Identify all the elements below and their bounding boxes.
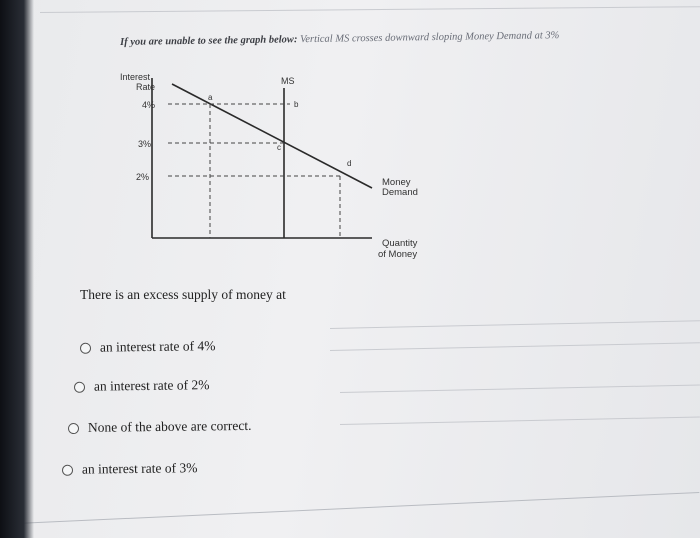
- point-b-label: b: [294, 100, 299, 109]
- option-3pct[interactable]: [62, 460, 198, 478]
- option-label: an interest rate of 3%: [81, 460, 198, 477]
- instruction-rest: Vertical MS crosses downward sloping Money Demand at 3%: [299, 30, 560, 46]
- question-text: There is an excess supply of money at: [80, 287, 286, 302]
- money-demand-curve: [172, 84, 372, 188]
- radio-button[interactable]: [74, 381, 85, 392]
- option-label: None of the above are correct.: [87, 417, 252, 435]
- x-axis-label: [378, 238, 420, 260]
- radio-button[interactable]: [62, 464, 73, 475]
- tick-label-4pct: 4%: [142, 100, 156, 110]
- money-demand-label: [382, 177, 418, 198]
- x-axis-label-line1: Quantity: [382, 238, 418, 249]
- y-axis-label-line1: Interest: [120, 72, 151, 82]
- y-axis-label-line2: Rate: [136, 82, 156, 92]
- point-d-label: d: [347, 159, 352, 168]
- money-demand-label-line1: Money: [382, 177, 411, 188]
- option-label: an interest rate of 2%: [93, 377, 210, 394]
- point-c-label: c: [277, 143, 281, 152]
- point-a-label: a: [208, 93, 213, 102]
- money-demand-label-line2: Demand: [382, 187, 418, 198]
- tick-label-2pct: 2%: [136, 172, 150, 182]
- x-axis-label-line2: of Money: [378, 249, 418, 260]
- option-2pct[interactable]: [74, 377, 210, 395]
- option-4pct[interactable]: [80, 338, 216, 356]
- tick-label-3pct: 3%: [138, 139, 152, 149]
- ms-label: MS: [281, 76, 295, 86]
- option-none[interactable]: [68, 418, 252, 436]
- radio-button[interactable]: [80, 342, 91, 353]
- instruction-lead: If you are unable to see the graph below:: [120, 34, 298, 48]
- radio-button[interactable]: [68, 422, 79, 433]
- option-label: an interest rate of 4%: [99, 338, 216, 355]
- y-axis-label: [120, 72, 155, 92]
